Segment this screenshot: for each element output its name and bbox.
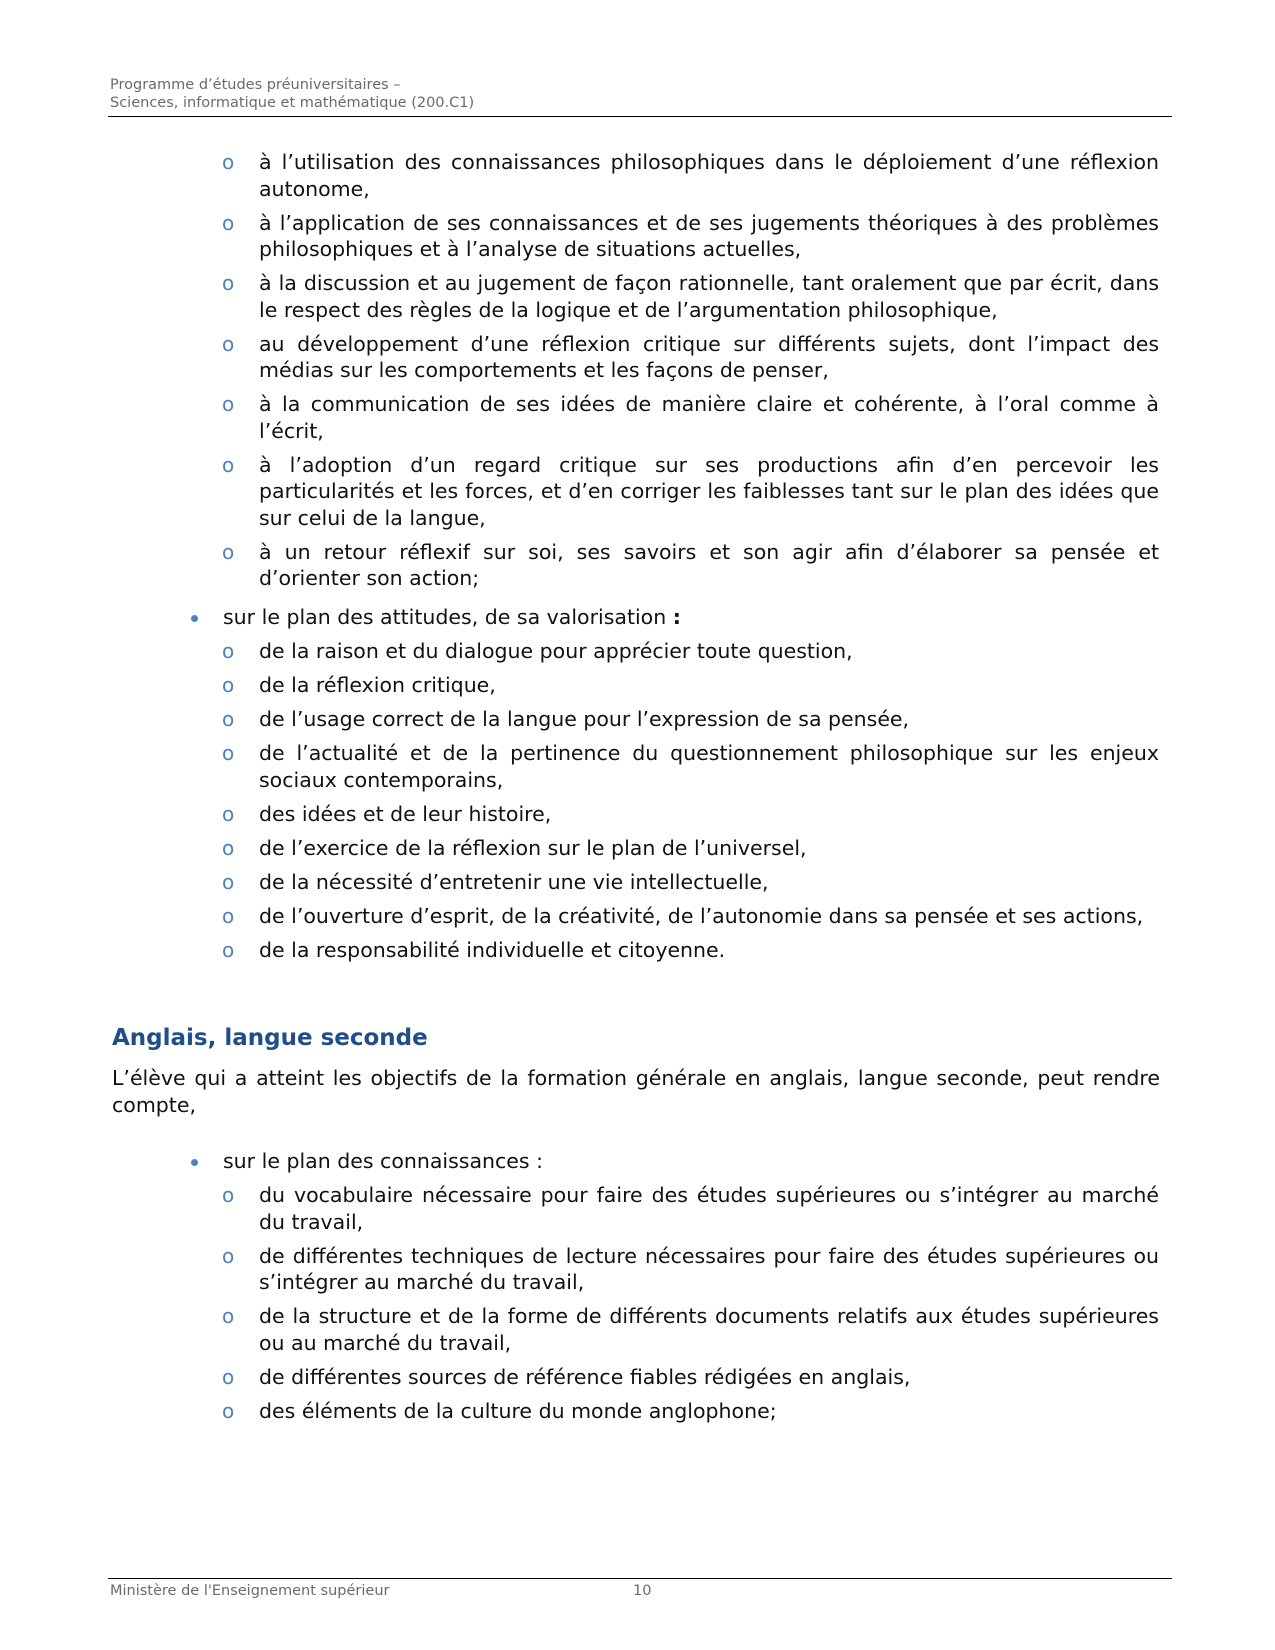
list-item: o de l’actualité et de la pertinence du questionnement philosophique sur les enjeux sociaux contemporains, [222,741,1159,792]
list-item: o à l’utilisation des connaissances philosophiques dans le déploiement d’une réflexion autonome, [222,150,1159,201]
header-line-1: Programme d’études préuniversitaires – [110,77,401,93]
list-marker: o [222,539,235,564]
list-item: o de la structure et de la forme de différents documents relatifs aux études supérieures ou au marché du travail, [222,1304,1159,1355]
list-item: o à la communication de ses idées de manière claire et cohérente, à l’oral comme à l’écrit, [222,392,1159,443]
page-number: 10 [633,1583,652,1599]
list-marker: o [222,639,235,663]
list-item: o de différentes techniques de lecture nécessaires pour faire des études supérieures ou s’intégrer au marché du travail, [222,1243,1159,1294]
list-item: o des éléments de la culture du monde anglophone; [222,1398,777,1423]
list-item: o à l’adoption d’un regard critique sur ses productions afin d’en percevoir les particularités et les forces, et d’en corriger les faiblesses tant sur le plan des idées que sur celui de la langue, [222,452,1159,530]
list-marker: o [222,835,235,860]
list-item: o à la discussion et au jugement de façon rationnelle, tant oralement que par écrit, dans le respect des règles de la logique et de l’argumentation philosophique, [222,271,1159,322]
list-item: o de l’exercice de la réflexion sur le plan de l’universel, [222,835,807,860]
list-marker: o [222,1398,235,1423]
attitudes-list [0,638,1159,963]
list-marker: o [222,869,235,894]
intro-paragraph: L’élève qui a atteint les objectifs de la formation générale en anglais, langue seconde, peut rendre compte, [112,1066,1160,1117]
list-item: o des idées et de leur histoire, [222,801,552,826]
list-item: o du vocabulaire nécessaire pour faire des études supérieures ou s’intégrer au marché du travail, [222,1183,1159,1234]
list-marker: o [222,937,235,962]
list-item: o au développement d’une réflexion critique sur différents sujets, dont l’impact des médias sur les comportements et les façons de penser, [222,331,1159,382]
list-item: o à l’application de ses connaissances et de ses jugements théoriques à des problèmes philosophiques et à l’analyse de situations actuelles, [222,210,1159,261]
list-marker: o [222,150,235,174]
list-item: o de différentes sources de référence fiables rédigées en anglais, [222,1364,911,1389]
list-marker: o [222,1183,235,1207]
connaissances-section [0,1148,1159,1432]
section-heading: Anglais, langue seconde [112,1025,428,1051]
page-header [110,76,1172,112]
list-item: o de la réflexion critique, [222,673,496,697]
list-item: o de la responsabilité individuelle et citoyenne. [222,937,726,962]
connaissances-bullet: sur le plan des connaissances : [223,1148,1159,1175]
list-marker: o [222,673,235,697]
list-marker: o [222,707,235,731]
bullet-dot [191,1159,198,1166]
list-marker: o [222,392,235,416]
list-marker: o [222,210,235,235]
attitudes-bullet: sur le plan des attitudes, de sa valorisation : [223,604,1159,631]
list-item: o de l’usage correct de la langue pour l’expression de sa pensée, [222,707,910,731]
header-line-2: Sciences, informatique et mathématique (200.C1) [110,95,475,111]
connaissances-list [0,1182,1159,1424]
list-marker: o [222,1304,235,1328]
footer-ministry: Ministère de l'Enseignement supérieur [110,1583,390,1599]
list-item: o de la nécessité d’entretenir une vie intellectuelle, [222,869,769,894]
list-marker: o [222,1243,235,1268]
list-item: o de l’ouverture d’esprit, de la créativité, de l’autonomie dans sa pensée et ses actions, [222,903,1144,928]
list-marker: o [222,1364,235,1389]
list-item: o de la raison et du dialogue pour apprécier toute question, [222,639,853,663]
list-marker: o [222,903,235,928]
list-marker: o [222,741,235,765]
list-marker: o [222,331,235,356]
philosophy-list [0,149,1159,599]
list-marker: o [222,452,235,477]
attitudes-section [0,604,1159,971]
list-item: o à un retour réflexif sur soi, ses savoirs et son agir afin d’élaborer sa pensée et d’orienter son action; [222,539,1159,590]
header-rule [108,116,1172,117]
bullet-dot [191,615,198,622]
list-marker: o [222,271,235,295]
footer-rule [108,1578,1172,1579]
list-marker: o [222,801,235,826]
